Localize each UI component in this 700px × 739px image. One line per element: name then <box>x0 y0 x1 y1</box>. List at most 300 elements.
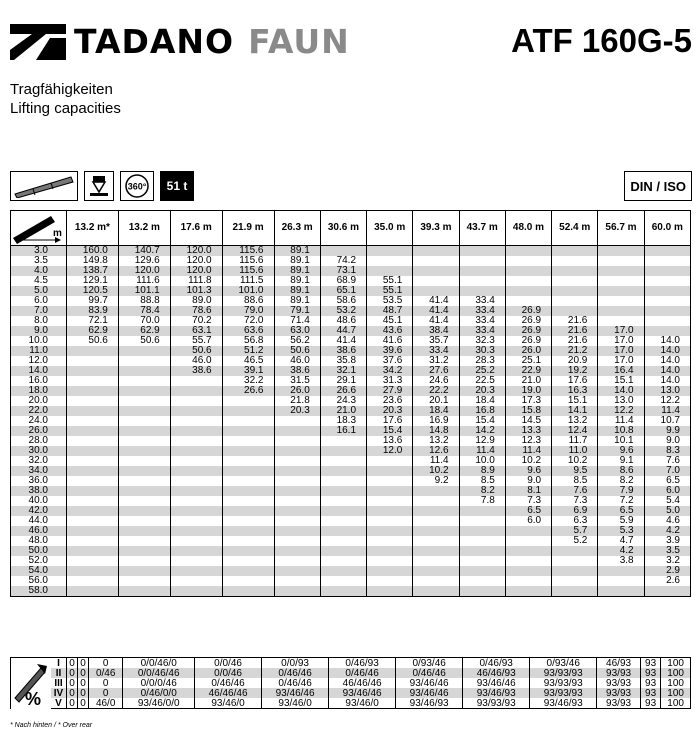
capacity-cell <box>118 526 170 536</box>
radius-cell: 9.0 <box>11 326 67 336</box>
capacity-cell <box>459 516 505 526</box>
capacity-cell: 53.2 <box>320 306 366 316</box>
radius-cell: 44.0 <box>11 516 67 526</box>
footnote: * Nach hinten / * Over rear <box>10 722 93 729</box>
capacity-cell: 43.6 <box>367 326 413 336</box>
capacity-cell: 21.6 <box>552 336 598 346</box>
capacity-cell: 6.9 <box>552 506 598 516</box>
telescoping-cell: 93/46/0 <box>262 698 329 709</box>
radius-cell: 20.0 <box>11 396 67 406</box>
capacity-cell <box>413 576 459 586</box>
capacity-cell: 79.1 <box>274 306 320 316</box>
capacity-cell: 5.4 <box>644 496 690 506</box>
capacity-cell: 21.6 <box>552 326 598 336</box>
capacity-cell: 15.1 <box>598 376 644 386</box>
table-row <box>11 586 691 597</box>
capacity-cell: 11.4 <box>459 446 505 456</box>
telescoping-cell: 0/46/93 <box>329 658 396 669</box>
capacity-cell: 14.5 <box>505 416 551 426</box>
capacity-cell: 26.9 <box>505 336 551 346</box>
capacity-cell <box>170 436 222 446</box>
capacity-cell: 9.9 <box>644 426 690 436</box>
capacity-cell: 2.9 <box>644 566 690 576</box>
capacity-cell: 7.2 <box>598 496 644 506</box>
table-row <box>11 566 691 576</box>
capacity-cell <box>222 406 274 416</box>
capacity-cell: 11.4 <box>598 416 644 426</box>
capacity-cell: 89.1 <box>274 286 320 296</box>
capacity-cell <box>413 246 459 257</box>
percent-unit: % <box>25 689 42 709</box>
section-label: IV <box>51 688 67 698</box>
capacity-cell: 120.0 <box>170 256 222 266</box>
telescoping-cell: 100 <box>661 668 691 678</box>
capacity-cell <box>644 286 690 296</box>
capacity-cell: 48.7 <box>367 306 413 316</box>
telescoping-cell: 93/46/46 <box>396 688 463 698</box>
capacity-cell <box>320 506 366 516</box>
capacity-cell: 5.9 <box>598 516 644 526</box>
radius-cell: 10.0 <box>11 336 67 346</box>
capacity-cell: 10.2 <box>413 466 459 476</box>
capacity-cell: 38.6 <box>320 346 366 356</box>
capacity-cell: 149.8 <box>67 256 119 266</box>
capacity-cell <box>505 576 551 586</box>
capacity-cell: 31.3 <box>367 376 413 386</box>
telescoping-cell: 93 <box>640 658 660 669</box>
telescoping-cell: 0/0/46/0 <box>123 658 195 669</box>
capacity-cell <box>367 576 413 586</box>
section-label: III <box>54 677 63 689</box>
capacity-cell: 15.4 <box>459 416 505 426</box>
capacity-cell: 11.7 <box>552 436 598 446</box>
capacity-cell: 21.6 <box>552 316 598 326</box>
table-row <box>11 466 691 476</box>
capacity-cell: 20.3 <box>274 406 320 416</box>
capacity-cell <box>320 516 366 526</box>
capacity-cell: 115.6 <box>222 266 274 276</box>
capacity-cell <box>118 356 170 366</box>
telescoping-cell: 0/0/46 <box>195 668 262 678</box>
telescoping-cell: 46/46/46 <box>195 688 262 698</box>
telescoping-cell: 0 <box>89 658 123 669</box>
capacity-cell: 27.9 <box>367 386 413 396</box>
capacity-cell: 12.2 <box>644 396 690 406</box>
radius-cell: 26.0 <box>11 426 67 436</box>
telescoping-cell: 93 <box>640 678 660 688</box>
capacity-cell <box>170 496 222 506</box>
capacity-cell: 50.6 <box>67 336 119 346</box>
capacity-cell: 7.9 <box>598 486 644 496</box>
capacity-cell: 14.0 <box>644 346 690 356</box>
capacity-cell: 8.9 <box>459 466 505 476</box>
model-title: ATF 160G-5 <box>511 22 692 59</box>
telescoping-cell: 0 <box>78 678 89 688</box>
capacity-cell <box>118 486 170 496</box>
capacity-cell <box>413 256 459 266</box>
telescoping-cell: 0 <box>89 678 123 688</box>
capacity-cell <box>552 586 598 597</box>
telescoping-cell: 0 <box>67 698 78 709</box>
capacity-cell <box>598 256 644 266</box>
capacity-cell: 22.5 <box>459 376 505 386</box>
capacity-cell: 53.5 <box>367 296 413 306</box>
capacity-cell: 41.4 <box>413 316 459 326</box>
radius-cell: 14.0 <box>11 366 67 376</box>
radius-cell: 11.0 <box>11 346 67 356</box>
capacity-cell <box>274 466 320 476</box>
capacity-cell: 29.1 <box>320 376 366 386</box>
capacity-cell <box>644 296 690 306</box>
telescoping-percent-icon <box>11 658 52 709</box>
radius-cell: 54.0 <box>11 566 67 576</box>
capacity-cell: 34.2 <box>367 366 413 376</box>
radius-cell: 4.0 <box>11 266 67 276</box>
telescoping-cell: 0/0/46 <box>195 658 262 669</box>
capacity-cell: 58.6 <box>320 296 366 306</box>
capacity-cell: 50.6 <box>170 346 222 356</box>
capacity-cell <box>274 506 320 516</box>
capacity-cell: 27.6 <box>413 366 459 376</box>
capacity-cell: 17.6 <box>552 376 598 386</box>
capacity-cell: 33.4 <box>459 306 505 316</box>
capacity-cell <box>552 556 598 566</box>
capacity-cell <box>644 246 690 257</box>
radius-cell: 36.0 <box>11 476 67 486</box>
capacity-cell: 13.0 <box>598 396 644 406</box>
capacity-cell <box>222 436 274 446</box>
telescoping-cell: 0 <box>67 658 78 669</box>
capacity-cell: 16.3 <box>552 386 598 396</box>
capacity-cell: 63.6 <box>222 326 274 336</box>
capacity-cell: 32.2 <box>222 376 274 386</box>
capacity-cell: 89.0 <box>170 296 222 306</box>
capacity-cell <box>118 426 170 436</box>
capacity-cell: 6.0 <box>644 486 690 496</box>
capacity-cell: 7.0 <box>644 466 690 476</box>
capacity-cell <box>222 396 274 406</box>
telescoping-cell: 93/46/46 <box>262 688 329 698</box>
capacity-cell <box>505 566 551 576</box>
capacity-cell: 14.0 <box>644 376 690 386</box>
capacity-cell <box>552 246 598 257</box>
capacity-cell <box>598 286 644 296</box>
capacity-cell: 15.8 <box>505 406 551 416</box>
capacity-cell <box>320 436 366 446</box>
capacity-cell: 13.2 <box>552 416 598 426</box>
capacity-cell: 10.7 <box>644 416 690 426</box>
radius-cell: 8.0 <box>11 316 67 326</box>
capacity-cell: 79.0 <box>222 306 274 316</box>
boom-length-header: 26.3 m <box>274 211 320 246</box>
capacity-cell: 20.3 <box>367 406 413 416</box>
capacity-cell <box>413 526 459 536</box>
capacity-cell <box>67 396 119 406</box>
capacity-cell: 21.8 <box>274 396 320 406</box>
tadano-logo <box>10 24 350 60</box>
capacity-cell: 4.7 <box>598 536 644 546</box>
capacity-cell <box>320 486 366 496</box>
capacity-cell <box>170 446 222 456</box>
capacity-cell: 3.5 <box>644 546 690 556</box>
capacity-cell <box>274 576 320 586</box>
boom-length-header: 60.0 m <box>644 211 690 246</box>
capacity-cell: 11.4 <box>644 406 690 416</box>
capacity-cell: 25.2 <box>459 366 505 376</box>
capacity-cell: 89.1 <box>274 256 320 266</box>
telescoping-cell: 93/93 <box>597 678 641 688</box>
capacity-cell <box>274 446 320 456</box>
capacity-cell: 8.2 <box>598 476 644 486</box>
table-row <box>11 526 691 536</box>
radius-cell: 34.0 <box>11 466 67 476</box>
capacity-cell: 30.3 <box>459 346 505 356</box>
capacity-cell <box>67 496 119 506</box>
capacity-cell <box>320 556 366 566</box>
rotation-360-icon <box>120 171 154 201</box>
section-label: V <box>51 698 67 709</box>
capacity-cell <box>118 446 170 456</box>
capacity-cell <box>367 246 413 257</box>
capacity-cell <box>274 476 320 486</box>
telescoping-cell: 0/0/0/46 <box>123 678 195 688</box>
telescoping-cell: 93 <box>640 688 660 698</box>
capacity-cell <box>644 266 690 276</box>
telescoping-cell: 93/93/93 <box>530 668 597 678</box>
capacity-cell <box>413 566 459 576</box>
capacity-cell: 38.6 <box>170 366 222 376</box>
capacity-cell: 22.9 <box>505 366 551 376</box>
capacity-cell <box>222 476 274 486</box>
capacity-cell: 14.0 <box>598 386 644 396</box>
capacity-cell <box>67 586 119 597</box>
capacity-cell: 8.2 <box>459 486 505 496</box>
capacity-cell: 74.2 <box>320 256 366 266</box>
capacity-cell: 9.1 <box>598 456 644 466</box>
capacity-cell: 46.0 <box>274 356 320 366</box>
capacity-cell: 15.1 <box>552 396 598 406</box>
capacity-cell <box>118 586 170 597</box>
capacity-cell <box>274 416 320 426</box>
capacity-cell <box>274 536 320 546</box>
capacity-cell: 17.6 <box>367 416 413 426</box>
capacity-cell <box>413 486 459 496</box>
capacity-cell <box>413 536 459 546</box>
capacity-cell <box>67 556 119 566</box>
capacity-cell <box>552 276 598 286</box>
capacity-cell: 26.9 <box>505 326 551 336</box>
capacity-cell: 21.0 <box>320 406 366 416</box>
capacity-cell <box>459 556 505 566</box>
capacity-cell: 10.0 <box>459 456 505 466</box>
capacity-cell <box>274 526 320 536</box>
capacity-cell: 70.0 <box>118 316 170 326</box>
capacity-cell <box>222 416 274 426</box>
table-row <box>11 546 691 556</box>
capacity-cell: 12.0 <box>367 446 413 456</box>
capacity-cell: 12.4 <box>552 426 598 436</box>
capacity-cell: 129.1 <box>67 276 119 286</box>
capacity-cell: 6.5 <box>505 506 551 516</box>
capacity-cell: 4.2 <box>644 526 690 536</box>
capacity-cell: 31.2 <box>413 356 459 366</box>
capacity-cell <box>118 516 170 526</box>
capacity-cell: 33.4 <box>413 346 459 356</box>
capacity-cell: 10.2 <box>552 456 598 466</box>
capacity-cell: 55.1 <box>367 286 413 296</box>
capacity-cell: 25.1 <box>505 356 551 366</box>
capacity-cell: 37.6 <box>367 356 413 366</box>
radius-cell: 46.0 <box>11 526 67 536</box>
telescoping-cell: 0/93/46 <box>396 658 463 669</box>
capacity-cell: 11.0 <box>552 446 598 456</box>
telescoping-row <box>11 668 691 678</box>
capacity-cell <box>170 556 222 566</box>
capacity-cell <box>170 416 222 426</box>
capacity-cell: 10.2 <box>505 456 551 466</box>
capacity-cell: 11.4 <box>413 456 459 466</box>
capacity-cell <box>505 536 551 546</box>
capacity-cell <box>320 446 366 456</box>
capacity-cell <box>170 486 222 496</box>
radius-cell: 4.5 <box>11 276 67 286</box>
telescoping-cell: 0/46/46 <box>262 668 329 678</box>
radius-cell: 7.0 <box>11 306 67 316</box>
capacity-cell: 39.6 <box>367 346 413 356</box>
counterweight-badge: 51 t <box>160 171 194 201</box>
telescoping-cell: 100 <box>661 688 691 698</box>
table-row <box>11 516 691 526</box>
capacity-cell <box>67 506 119 516</box>
capacity-cell: 17.0 <box>598 336 644 346</box>
capacity-cell <box>552 286 598 296</box>
capacity-cell <box>170 426 222 436</box>
capacity-cell <box>170 396 222 406</box>
capacity-cell: 28.3 <box>459 356 505 366</box>
capacity-cell: 38.4 <box>413 326 459 336</box>
capacity-cell <box>367 506 413 516</box>
boom-length-header: 43.7 m <box>459 211 505 246</box>
capacity-cell <box>67 366 119 376</box>
capacity-cell: 50.6 <box>274 346 320 356</box>
capacity-cell <box>222 536 274 546</box>
din-iso-badge: DIN / ISO <box>624 171 692 201</box>
telescoping-cell: 0 <box>78 668 89 678</box>
capacity-cell <box>413 276 459 286</box>
capacity-cell <box>413 506 459 516</box>
capacity-cell <box>644 276 690 286</box>
capacity-cell: 5.2 <box>552 536 598 546</box>
capacity-cell <box>552 266 598 276</box>
capacity-cell: 2.6 <box>644 576 690 586</box>
capacity-cell: 12.3 <box>505 436 551 446</box>
capacity-cell <box>170 586 222 597</box>
capacity-cell: 51.2 <box>222 346 274 356</box>
telescoping-cell: 0/46/93 <box>463 658 530 669</box>
capacity-cell <box>367 456 413 466</box>
capacity-cell <box>67 356 119 366</box>
radius-cell: 30.0 <box>11 446 67 456</box>
capacity-cell: 13.0 <box>644 386 690 396</box>
capacity-cell: 16.1 <box>320 426 366 436</box>
boom-length-header: 48.0 m <box>505 211 551 246</box>
telescoping-cell: 93/93/93 <box>463 698 530 709</box>
capacity-cell <box>67 456 119 466</box>
capacity-cell: 120.5 <box>67 286 119 296</box>
capacity-cell: 17.3 <box>505 396 551 406</box>
boom-length-corner-icon <box>11 211 67 246</box>
capacity-cell: 32.1 <box>320 366 366 376</box>
telescoping-cell: 93/46/93 <box>396 698 463 709</box>
brand-secondary: FAUN <box>248 22 350 61</box>
capacity-cell <box>170 466 222 476</box>
radius-cell: 12.0 <box>11 356 67 366</box>
capacity-cell: 160.0 <box>67 246 119 257</box>
capacity-cell <box>222 466 274 476</box>
capacity-cell: 3.8 <box>598 556 644 566</box>
capacity-cell: 9.0 <box>505 476 551 486</box>
capacity-cell: 6.5 <box>644 476 690 486</box>
telescoping-cell: 93/46/93 <box>463 688 530 698</box>
capacity-cell <box>118 346 170 356</box>
table-row <box>11 576 691 586</box>
capacity-cell <box>413 496 459 506</box>
telescoping-cell: 0/0/46/46 <box>123 668 195 678</box>
capacity-cell: 15.4 <box>367 426 413 436</box>
capacity-cell <box>459 266 505 276</box>
capacity-cell: 111.6 <box>118 276 170 286</box>
boom-length-header: 52.4 m <box>552 211 598 246</box>
tadano-mark-icon <box>10 24 66 60</box>
telescoping-row <box>11 678 691 688</box>
capacity-cell <box>598 266 644 276</box>
boom-length-header: 30.6 m <box>320 211 366 246</box>
capacity-cell <box>320 466 366 476</box>
radius-cell: 3.5 <box>11 256 67 266</box>
capacity-cell <box>413 546 459 556</box>
capacity-cell: 89.1 <box>274 246 320 257</box>
boom-length-header: 17.6 m <box>170 211 222 246</box>
capacity-cell: 56.2 <box>274 336 320 346</box>
capacity-cell <box>222 456 274 466</box>
telescoping-cell: 0/46 <box>89 668 123 678</box>
capacity-cell: 44.7 <box>320 326 366 336</box>
capacity-cell <box>367 496 413 506</box>
capacity-cell: 33.4 <box>459 326 505 336</box>
boom-length-header: 13.2 m* <box>67 211 119 246</box>
capacity-cell <box>222 516 274 526</box>
capacity-cell <box>367 476 413 486</box>
capacity-cell: 18.3 <box>320 416 366 426</box>
capacity-cell <box>170 406 222 416</box>
capacity-cell: 7.3 <box>505 496 551 506</box>
capacity-cell: 71.4 <box>274 316 320 326</box>
capacity-cell <box>274 496 320 506</box>
capacity-cell <box>367 536 413 546</box>
capacity-cell <box>413 266 459 276</box>
capacity-cell: 9.6 <box>598 446 644 456</box>
telescoping-cell: 93/46/0 <box>195 698 262 709</box>
subtitle-en: Lifting capacities <box>10 100 121 117</box>
radius-cell: 6.0 <box>11 296 67 306</box>
capacity-cell: 111.8 <box>170 276 222 286</box>
capacity-cell <box>67 446 119 456</box>
capacity-cell <box>222 566 274 576</box>
capacity-cell <box>459 566 505 576</box>
capacity-cell <box>552 576 598 586</box>
capacity-cell <box>320 586 366 597</box>
capacity-cell: 115.6 <box>222 256 274 266</box>
